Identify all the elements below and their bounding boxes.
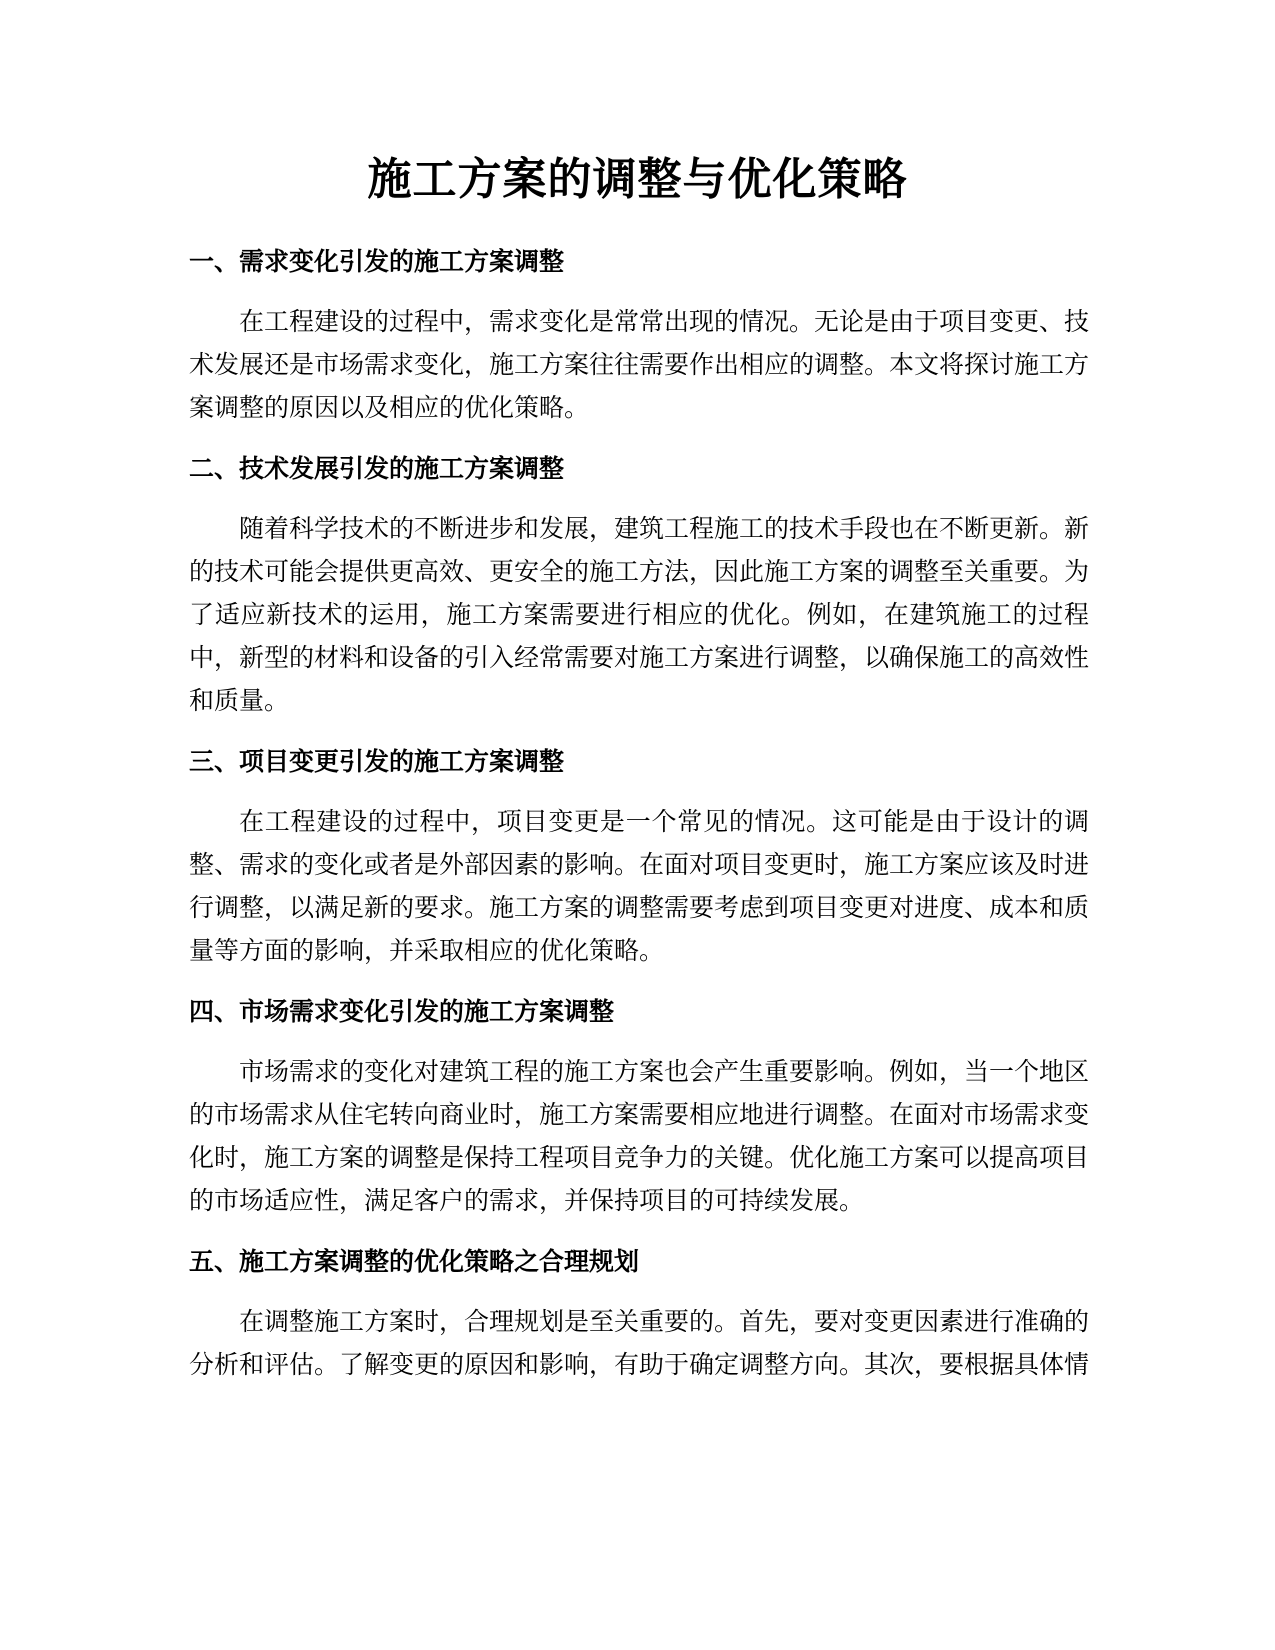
section-1 (189, 244, 1089, 429)
section-5 (189, 1244, 1089, 1386)
section-heading: 一、需求变化引发的施工方案调整 (189, 247, 565, 276)
section-paragraph: 市场需求的变化对建筑工程的施工方案也会产生重要影响。例如，当一个地区的市场需求从住宅转向商业时，施工方案需要相应地进行调整。在面对市场需求变化时，施工方案的调整是保持工程项目竞争力的关键。优化施工方案可以提高项目的市场适应性，满足客户的需求，并保持项目的可持续发展。 (189, 1057, 1090, 1215)
section-heading: 三、项目变更引发的施工方案调整 (189, 747, 565, 776)
section-2 (189, 451, 1089, 722)
section-paragraph: 在工程建设的过程中，需求变化是常常出现的情况。无论是由于项目变更、技术发展还是市场需求变化，施工方案往往需要作出相应的调整。本文将探讨施工方案调整的原因以及相应的优化策略。 (189, 307, 1090, 422)
section-paragraph: 在工程建设的过程中，项目变更是一个常见的情况。这可能是由于设计的调整、需求的变化或者是外部因素的影响。在面对项目变更时，施工方案应该及时进行调整，以满足新的要求。施工方案的调整需要考虑到项目变更对进度、成本和质量等方面的影响，并采取相应的优化策略。 (189, 807, 1090, 965)
section-3 (189, 744, 1089, 972)
section-heading: 二、技术发展引发的施工方案调整 (189, 454, 565, 483)
document-title: 施工方案的调整与优化策略 (367, 154, 908, 205)
section-heading: 四、市场需求变化引发的施工方案调整 (189, 997, 615, 1026)
section-paragraph: 在调整施工方案时，合理规划是至关重要的。首先，要对变更因素进行准确的分析和评估。了解变更的原因和影响，有助于确定调整方向。其次，要根据具体情 (189, 1307, 1090, 1379)
document-body (189, 244, 1089, 1408)
section-paragraph: 随着科学技术的不断进步和发展，建筑工程施工的技术手段也在不断更新。新的技术可能会提供更高效、更安全的施工方法，因此施工方案的调整至关重要。为了适应新技术的运用，施工方案需要进行相应的优化。例如，在建筑施工的过程中，新型的材料和设备的引入经常需要对施工方案进行调整，以确保施工的高效性和质量。 (189, 514, 1090, 715)
section-heading: 五、施工方案调整的优化策略之合理规划 (189, 1247, 640, 1276)
section-4 (189, 994, 1089, 1222)
